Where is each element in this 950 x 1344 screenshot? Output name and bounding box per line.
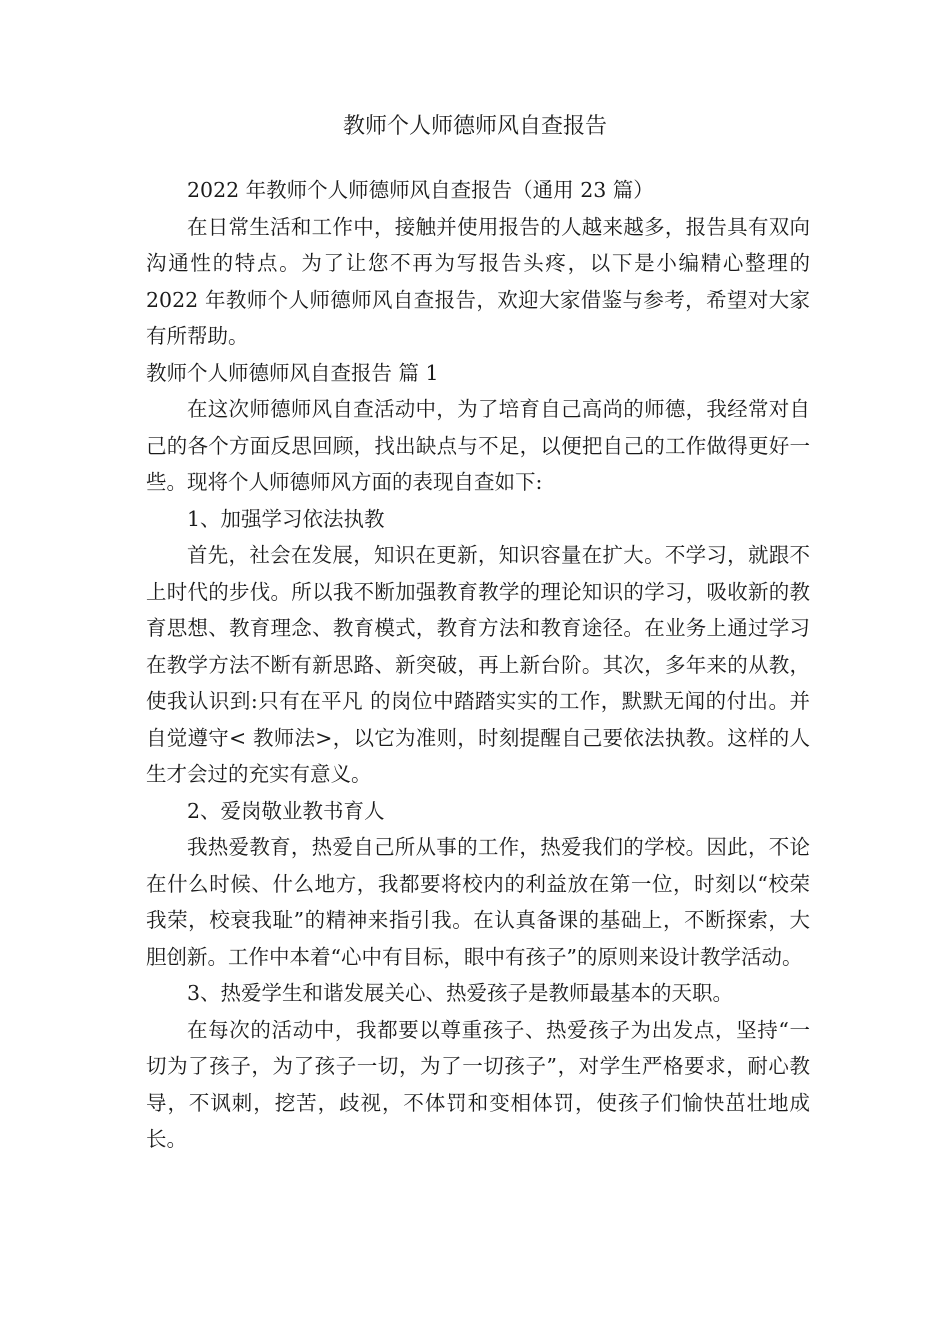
section-heading: 教师个人师德师风自查报告 篇 1 [146, 360, 439, 385]
intro-paragraph: 在日常生活和工作中，接触并使用报告的人越来越多，报告具有双向沟通性的特点。为了让您不再为写报告头疼，以下是小编精心整理的2022 年教师个人师德师风自查报告，欢迎大家借鉴与参考，希望对大家有所帮助。 [146, 214, 810, 348]
document-title: 教师个人师德师风自查报告 [342, 114, 607, 139]
document-body [146, 172, 810, 1158]
section-intro-paragraph: 在这次师德师风自查活动中，为了培育自己高尚的师德，我经常对自己的各个方面反思回顾，找出缺点与不足，以便把自己的工作做得更好一些。现将个人师德师风方面的表现自查如下: [146, 397, 810, 494]
item3-paragraph: 在每次的活动中，我都要以尊重孩子、热爱孩子为出发点，坚持“一切为了孩子，为了孩子一切，为了一切孩子”，对学生严格要求，耐心教导，不讽刺，挖苦，歧视，不体罚和变相体罚，使孩子们愉快茁壮地成长。 [146, 1017, 810, 1151]
item1-paragraph: 首先，社会在发展，知识在更新，知识容量在扩大。不学习，就跟不上时代的步伐。所以我不断加强教育教学的理论知识的学习，吸收新的教育思想、教育理念、教育模式，教育方法和教育途径。在业务上通过学习在教学方法不断有新思路、新突破，再上新台阶。其次，多年来的从教，使我认识到:只有在平凡 的岗位中踏踏实实的工作，默默无闻的付出。并自觉遵守< 教师法>，以它为准则，时刻提醒自己要依法执教。这样的人生才会过的充实有意义。 [146, 543, 810, 786]
item2-heading: 2、爱岗敬业教书育人 [187, 798, 385, 823]
item1-heading: 1、加强学习依法执教 [187, 506, 385, 531]
item2-paragraph: 我热爱教育，热爱自己所从事的工作，热爱我们的学校。因此，不论在什么时候、什么地方，我都要将校内的利益放在第一位，时刻以“校荣我荣，校衰我耻”的精神来指引我。在认真备课的基础上，不断探索，大胆创新。工作中本着“心中有目标，眼中有孩子”的原则来设计教学活动。 [146, 835, 810, 969]
document-subtitle: 2022 年教师个人师德师风自查报告（通用 23 篇） [187, 178, 654, 202]
item3-heading: 3、热爱学生和谐发展关心、热爱孩子是教师最基本的天职。 [187, 981, 734, 1005]
